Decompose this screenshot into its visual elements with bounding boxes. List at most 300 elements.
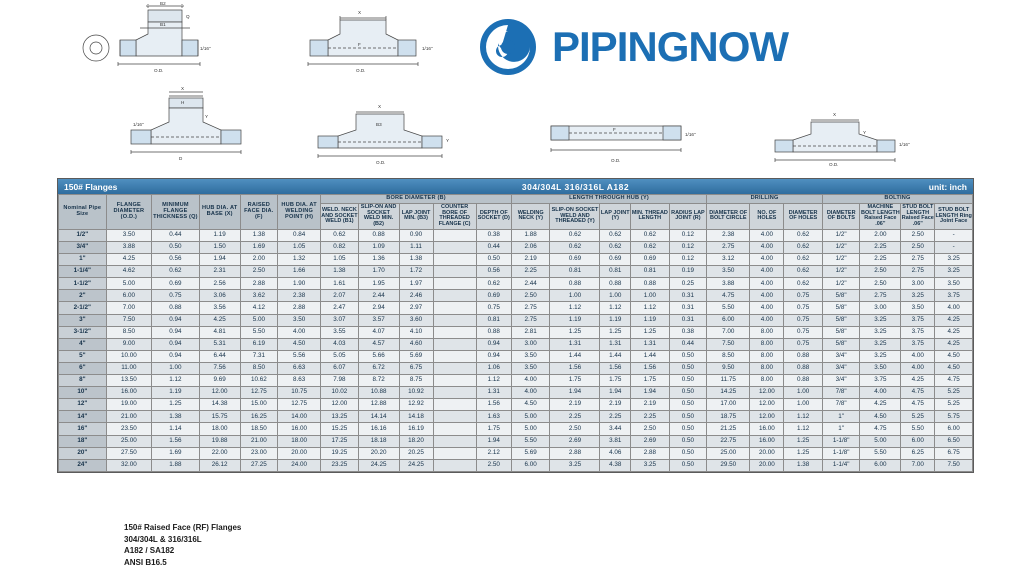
table-cell: 2.19 xyxy=(631,399,670,411)
table-cell: 12.00 xyxy=(750,387,784,399)
table-cell: 4.00 xyxy=(750,254,784,266)
col-hub-dia-base: HUB DIA. AT BASE (X) xyxy=(199,195,240,230)
group-bore-diameter: BORE DIAMETER (B) xyxy=(321,195,512,204)
table-cell: 2.12 xyxy=(476,447,511,459)
table-cell: 2.50 xyxy=(860,266,901,278)
table-cell: 1/2" xyxy=(822,242,859,254)
table-cell: 3.06 xyxy=(199,290,240,302)
table-cell: 4.75 xyxy=(935,375,973,387)
table-cell: 2.47 xyxy=(321,302,358,314)
table-cell: 0.12 xyxy=(669,254,707,266)
table-cell: 1.31 xyxy=(600,338,631,350)
table-cell: 3.75 xyxy=(901,314,935,326)
table-cell: 1.38 xyxy=(152,411,200,423)
table-cell: 4.75 xyxy=(860,423,901,435)
table-cell: 3.25 xyxy=(860,338,901,350)
table-cell: 1.25 xyxy=(600,326,631,338)
table-cell: 6.00 xyxy=(860,459,901,471)
table-cell: 0.62 xyxy=(152,266,200,278)
table-cell: 2.38 xyxy=(278,290,321,302)
table-cell: 3.50 xyxy=(935,278,973,290)
drawing-lap-joint-flange xyxy=(280,96,480,164)
table-cell: 3.57 xyxy=(358,314,399,326)
table-cell: 5.50 xyxy=(707,302,750,314)
table-cell: 13.50 xyxy=(106,375,151,387)
cell-nominal-pipe-size: 1-1/2" xyxy=(59,278,107,290)
table-cell: 4.00 xyxy=(750,290,784,302)
table-cell: 0.62 xyxy=(784,229,823,241)
table-cell: 1.75 xyxy=(476,423,511,435)
table-cell: 8.00 xyxy=(750,350,784,362)
svg-text:O.D.: O.D. xyxy=(154,68,164,73)
col-stud-bolt-length-rtj: STUD BOLT LENGTH Ring Joint Face xyxy=(935,203,973,229)
note-line-1: 150# Raised Face (RF) Flanges xyxy=(124,523,242,532)
col-depth-of-socket-d: DEPTH OF SOCKET (D) xyxy=(476,203,511,229)
table-cell: 0.62 xyxy=(784,266,823,278)
table-cell: 8.75 xyxy=(399,375,433,387)
table-cell: 4.25 xyxy=(106,254,151,266)
table-cell: 6.00 xyxy=(901,435,935,447)
table-cell: 16.00 xyxy=(106,387,151,399)
table-cell: 1.94 xyxy=(631,387,670,399)
table-cell: 0.90 xyxy=(399,229,433,241)
table-cell: 2.75 xyxy=(860,290,901,302)
table-cell: 5.25 xyxy=(901,411,935,423)
table-cell: 1.12 xyxy=(152,375,200,387)
table-cell: 3.25 xyxy=(631,459,670,471)
table-cell: 21.00 xyxy=(106,411,151,423)
table-cell xyxy=(433,399,476,411)
table-cell xyxy=(433,447,476,459)
table-cell: 2.25 xyxy=(600,411,631,423)
flange-drawings-band xyxy=(0,0,1024,178)
table-cell: 12.00 xyxy=(750,411,784,423)
table-cell: 3.75 xyxy=(860,375,901,387)
table-cell: 3.12 xyxy=(707,254,750,266)
cell-nominal-pipe-size: 3/4" xyxy=(59,242,107,254)
table-cell: 2.75 xyxy=(901,254,935,266)
table-cell: 1.70 xyxy=(358,266,399,278)
table-cell: 3.00 xyxy=(860,302,901,314)
col-counter-bore-threaded-c: COUNTER BORE OF THREADED FLANGE (C) xyxy=(433,203,476,229)
table-cell: 0.94 xyxy=(476,350,511,362)
col-slip-on-socket-weld-min-b2: SLIP-ON AND SOCKET WELD MIN. (B2) xyxy=(358,203,399,229)
table-cell xyxy=(433,266,476,278)
table-cell: 5.69 xyxy=(399,350,433,362)
table-cell: 2.69 xyxy=(550,435,600,447)
table-cell: 1.31 xyxy=(550,338,600,350)
table-cell: 2.50 xyxy=(901,242,935,254)
table-cell: - xyxy=(935,242,973,254)
table-cell: 1.75 xyxy=(550,375,600,387)
table-cell: 5/8" xyxy=(822,326,859,338)
flange-dimensions-table xyxy=(57,178,974,473)
table-cell: 3.75 xyxy=(935,290,973,302)
table-cell: 2.94 xyxy=(358,302,399,314)
table-cell: 1.44 xyxy=(550,350,600,362)
table-cell: 8.50 xyxy=(707,350,750,362)
svg-text:Y: Y xyxy=(205,114,209,119)
table-cell: 7/8" xyxy=(822,387,859,399)
table-cell: 10.02 xyxy=(321,387,358,399)
table-cell: 0.62 xyxy=(784,254,823,266)
table-cell: 4.25 xyxy=(935,338,973,350)
table-cell: 4.00 xyxy=(750,266,784,278)
table-cell: 1.12 xyxy=(784,411,823,423)
dimensions-table xyxy=(58,194,973,472)
table-cell: 3.00 xyxy=(511,338,550,350)
cell-nominal-pipe-size: 3" xyxy=(59,314,107,326)
table-cell: 4.25 xyxy=(901,375,935,387)
cell-nominal-pipe-size: 10" xyxy=(59,387,107,399)
table-cell: 0.75 xyxy=(784,290,823,302)
table-cell: 6.63 xyxy=(278,362,321,374)
table-cell: 19.88 xyxy=(199,435,240,447)
table-cell: 0.94 xyxy=(152,326,200,338)
table-cell: 1.12 xyxy=(600,302,631,314)
table-cell: 4.75 xyxy=(707,290,750,302)
table-cell: 2.50 xyxy=(511,290,550,302)
table-cell: 0.44 xyxy=(476,242,511,254)
cell-nominal-pipe-size: 2" xyxy=(59,290,107,302)
cell-nominal-pipe-size: 8" xyxy=(59,375,107,387)
svg-text:1/16": 1/16" xyxy=(133,122,144,127)
table-cell: 3.50 xyxy=(860,362,901,374)
table-cell: 11.00 xyxy=(106,362,151,374)
table-cell: 4.50 xyxy=(935,362,973,374)
table-cell: 6.07 xyxy=(321,362,358,374)
table-cell: 4.75 xyxy=(901,387,935,399)
table-cell: 1.95 xyxy=(358,278,399,290)
col-nominal-pipe-size: Nominal Pipe Size xyxy=(59,195,107,230)
table-cell: 19.00 xyxy=(106,399,151,411)
table-cell: 3.50 xyxy=(707,266,750,278)
col-raised-face-dia: RAISED FACE DIA. (F) xyxy=(240,195,277,230)
table-cell: 0.62 xyxy=(321,229,358,241)
table-cell: 1/2" xyxy=(822,266,859,278)
table-cell: 1.69 xyxy=(152,447,200,459)
table-cell: 1.66 xyxy=(278,266,321,278)
table-cell: 6.00 xyxy=(707,314,750,326)
table-cell: 0.44 xyxy=(669,338,707,350)
table-cell: 0.50 xyxy=(669,447,707,459)
table-cell: 1.00 xyxy=(784,399,823,411)
table-cell: 0.50 xyxy=(476,254,511,266)
table-cell: 14.18 xyxy=(399,411,433,423)
table-cell: 1.12 xyxy=(784,423,823,435)
table-cell: 1.63 xyxy=(476,411,511,423)
col-machine-bolt-length-rf: MACHINE BOLT LENGTH Raised Face .06" xyxy=(860,203,901,229)
table-cell: 5.00 xyxy=(511,423,550,435)
table-cell: 0.62 xyxy=(600,229,631,241)
table-cell: 2.50 xyxy=(860,278,901,290)
table-cell: 0.69 xyxy=(476,290,511,302)
table-cell: 0.88 xyxy=(152,302,200,314)
svg-text:X: X xyxy=(378,104,382,109)
table-cell: 2.38 xyxy=(707,229,750,241)
table-cell: 1.09 xyxy=(358,242,399,254)
table-cell: 4.00 xyxy=(750,278,784,290)
table-cell: 1.38 xyxy=(399,254,433,266)
drawing-weld-neck-flange xyxy=(60,1,250,74)
table-cell: 4.00 xyxy=(901,350,935,362)
circle-swirl-icon xyxy=(478,17,538,77)
table-cell: 25.00 xyxy=(106,435,151,447)
table-cell: 1.94 xyxy=(476,435,511,447)
table-cell: 1.00 xyxy=(550,290,600,302)
table-cell: 14.00 xyxy=(278,411,321,423)
table-cell: 0.50 xyxy=(669,459,707,471)
table-cell: 5.50 xyxy=(240,326,277,338)
svg-text:X: X xyxy=(358,10,362,15)
table-cell: 17.00 xyxy=(707,399,750,411)
table-cell: 3.50 xyxy=(511,350,550,362)
table-cell: 1-1/4" xyxy=(822,459,859,471)
table-row xyxy=(59,459,973,471)
table-cell xyxy=(433,338,476,350)
table-cell: 2.88 xyxy=(550,447,600,459)
table-cell: 6.72 xyxy=(358,362,399,374)
table-cell: 1.32 xyxy=(278,254,321,266)
table-cell: 1.88 xyxy=(152,459,200,471)
table-cell: 3.25 xyxy=(935,254,973,266)
table-cell: 0.81 xyxy=(600,266,631,278)
table-cell: 1.88 xyxy=(511,229,550,241)
table-cell: 4.25 xyxy=(935,314,973,326)
table-row xyxy=(59,278,973,290)
table-cell: 3/4" xyxy=(822,362,859,374)
table-cell: 0.88 xyxy=(784,350,823,362)
table-cell: 14.14 xyxy=(358,411,399,423)
cell-nominal-pipe-size: 16" xyxy=(59,423,107,435)
cell-nominal-pipe-size: 3-1/2" xyxy=(59,326,107,338)
table-cell: 1.94 xyxy=(600,387,631,399)
table-cell: 1.75 xyxy=(600,375,631,387)
table-cell: 20.20 xyxy=(358,447,399,459)
table-cell: 3/4" xyxy=(822,375,859,387)
table-cell: 4.00 xyxy=(750,302,784,314)
table-cell xyxy=(433,350,476,362)
table-cell: 0.88 xyxy=(784,375,823,387)
cell-nominal-pipe-size: 20" xyxy=(59,447,107,459)
table-cell xyxy=(433,242,476,254)
table-cell: 0.50 xyxy=(669,435,707,447)
table-cell: 4.25 xyxy=(935,326,973,338)
svg-text:F: F xyxy=(358,42,361,47)
table-cell: 2.19 xyxy=(511,254,550,266)
svg-text:X: X xyxy=(833,112,837,117)
svg-text:O.D.: O.D. xyxy=(611,158,621,163)
table-row xyxy=(59,314,973,326)
table-cell: 18.50 xyxy=(240,423,277,435)
table-cell: 16.19 xyxy=(399,423,433,435)
table-cell: 1.12 xyxy=(476,375,511,387)
table-cell: 3.50 xyxy=(278,314,321,326)
table-cell: 6.25 xyxy=(901,447,935,459)
table-cell: 0.88 xyxy=(600,278,631,290)
table-cell: 1.90 xyxy=(278,278,321,290)
table-cell: 4.00 xyxy=(278,326,321,338)
table-cell: 0.69 xyxy=(550,254,600,266)
table-cell: 5.50 xyxy=(901,423,935,435)
table-cell: 27.25 xyxy=(240,459,277,471)
note-line-4: ANSI B16.5 xyxy=(124,557,167,567)
table-cell: 0.82 xyxy=(321,242,358,254)
table-cell: 1.06 xyxy=(476,362,511,374)
table-group-header-row xyxy=(59,195,973,204)
table-cell xyxy=(433,387,476,399)
table-cell: 0.25 xyxy=(669,278,707,290)
table-cell: 4.00 xyxy=(750,229,784,241)
table-cell: 25.00 xyxy=(707,447,750,459)
table-cell: 1.00 xyxy=(152,362,200,374)
table-cell: 17.25 xyxy=(321,435,358,447)
table-cell: 7.31 xyxy=(240,350,277,362)
table-cell: 7.00 xyxy=(901,459,935,471)
table-cell: 5.25 xyxy=(935,399,973,411)
table-cell: 0.75 xyxy=(784,302,823,314)
table-cell: 5.25 xyxy=(935,387,973,399)
table-title-unit: unit: inch xyxy=(928,181,967,192)
table-cell: 2.50 xyxy=(476,459,511,471)
table-cell: 0.31 xyxy=(669,302,707,314)
table-cell: 1.56 xyxy=(600,362,631,374)
table-cell: 21.00 xyxy=(240,435,277,447)
table-cell: 7/8" xyxy=(822,399,859,411)
table-cell: 1/2" xyxy=(822,254,859,266)
table-cell: 1.56 xyxy=(476,399,511,411)
table-cell: 0.38 xyxy=(669,326,707,338)
svg-text:Y: Y xyxy=(446,138,450,143)
table-cell: 18.75 xyxy=(707,411,750,423)
footer-notes xyxy=(124,522,241,568)
table-cell: 8.00 xyxy=(750,375,784,387)
table-cell xyxy=(433,411,476,423)
table-cell: 7.98 xyxy=(321,375,358,387)
table-cell: 4.50 xyxy=(935,350,973,362)
svg-text:B2: B2 xyxy=(160,1,166,6)
col-diameter-of-holes: DIAMETER OF HOLES xyxy=(784,203,823,229)
table-cell: 8.72 xyxy=(358,375,399,387)
table-cell: 2.75 xyxy=(707,242,750,254)
table-cell: 3.00 xyxy=(901,278,935,290)
table-cell: 0.84 xyxy=(278,229,321,241)
table-cell: 7.00 xyxy=(707,326,750,338)
table-cell: 5.69 xyxy=(511,447,550,459)
table-cell xyxy=(433,254,476,266)
table-cell: 1.05 xyxy=(321,254,358,266)
note-line-2: 304/304L & 316/316L xyxy=(124,534,202,544)
table-cell xyxy=(433,326,476,338)
table-cell: 3.75 xyxy=(901,338,935,350)
table-cell: 1.25 xyxy=(784,435,823,447)
table-cell: 1.50 xyxy=(199,242,240,254)
table-cell: 5.00 xyxy=(240,314,277,326)
table-cell: 0.88 xyxy=(550,278,600,290)
svg-text:Q: Q xyxy=(186,14,190,19)
table-cell: 22.75 xyxy=(707,435,750,447)
table-cell: 2.88 xyxy=(631,447,670,459)
table-cell: 3.50 xyxy=(901,302,935,314)
cell-nominal-pipe-size: 1-1/4" xyxy=(59,266,107,278)
svg-text:Y: Y xyxy=(863,130,867,135)
table-cell: 4.00 xyxy=(750,242,784,254)
table-cell: 11.75 xyxy=(707,375,750,387)
table-cell: 3.25 xyxy=(860,350,901,362)
table-row xyxy=(59,338,973,350)
table-cell: 4.00 xyxy=(901,362,935,374)
table-cell: 1.72 xyxy=(399,266,433,278)
table-cell: 3.25 xyxy=(860,326,901,338)
table-cell: 0.81 xyxy=(631,266,670,278)
table-cell: 4.75 xyxy=(901,399,935,411)
table-cell: 6.00 xyxy=(106,290,151,302)
cell-nominal-pipe-size: 1" xyxy=(59,254,107,266)
svg-text:B1: B1 xyxy=(160,22,166,27)
table-cell: 1.97 xyxy=(399,278,433,290)
table-cell: 2.44 xyxy=(511,278,550,290)
col-lap-joint-y: LAP JOINT (Y) xyxy=(600,203,631,229)
table-cell: 0.94 xyxy=(152,338,200,350)
table-cell: 26.12 xyxy=(199,459,240,471)
table-cell: 20.00 xyxy=(278,447,321,459)
table-cell: 9.50 xyxy=(707,362,750,374)
table-cell: 5/8" xyxy=(822,290,859,302)
table-cell xyxy=(433,314,476,326)
table-cell: 2.25 xyxy=(631,411,670,423)
table-cell: 1.56 xyxy=(631,362,670,374)
group-drilling: DRILLING xyxy=(707,195,823,204)
table-cell: 0.81 xyxy=(476,314,511,326)
table-cell: 7.56 xyxy=(199,362,240,374)
drawing-blind-flange xyxy=(515,104,715,166)
table-cell: 1.38 xyxy=(784,459,823,471)
table-cell: 0.38 xyxy=(476,229,511,241)
col-min-thread-length: MIN. THREAD LENGTH xyxy=(631,203,670,229)
table-cell: 0.88 xyxy=(476,326,511,338)
table-row xyxy=(59,435,973,447)
col-slip-on-socket-threaded-y: SLIP-ON SOCKET WELD AND THREADED (Y) xyxy=(550,203,600,229)
table-cell: 1.44 xyxy=(631,350,670,362)
svg-text:1/16": 1/16" xyxy=(685,132,696,137)
table-cell xyxy=(433,302,476,314)
table-cell: 5.50 xyxy=(511,435,550,447)
table-cell: 1.94 xyxy=(199,254,240,266)
cell-nominal-pipe-size: 5" xyxy=(59,350,107,362)
table-cell: 0.62 xyxy=(600,242,631,254)
table-cell: 4.07 xyxy=(358,326,399,338)
table-row xyxy=(59,229,973,241)
table-cell: 6.75 xyxy=(935,447,973,459)
table-cell: 10.88 xyxy=(358,387,399,399)
table-cell: 0.56 xyxy=(476,266,511,278)
table-cell: 4.03 xyxy=(321,338,358,350)
table-cell: 12.00 xyxy=(321,399,358,411)
table-cell: 2.88 xyxy=(278,302,321,314)
table-body xyxy=(59,229,973,471)
table-row xyxy=(59,350,973,362)
table-cell: 5.75 xyxy=(935,411,973,423)
table-cell: 2.56 xyxy=(199,278,240,290)
table-cell: 1.11 xyxy=(399,242,433,254)
table-cell: 12.75 xyxy=(278,399,321,411)
table-cell: 1.25 xyxy=(550,326,600,338)
table-cell: 20.00 xyxy=(750,447,784,459)
table-cell: 4.50 xyxy=(511,399,550,411)
table-cell: 3.56 xyxy=(199,302,240,314)
table-cell: 8.00 xyxy=(750,362,784,374)
table-cell: 1/2" xyxy=(822,278,859,290)
